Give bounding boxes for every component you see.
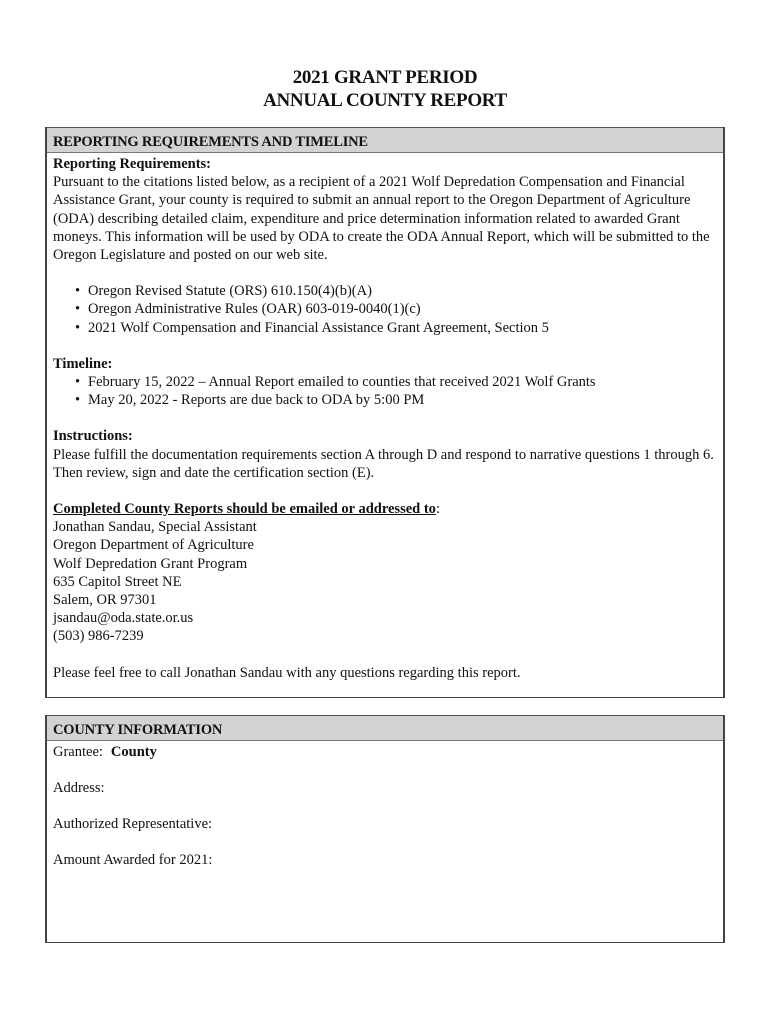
- reporting-requirements-section: [45, 127, 725, 698]
- county-section-body: [47, 741, 723, 887]
- citation-item: • Oregon Administrative Rules (OAR) 603-019-0040(1)(c): [75, 300, 717, 318]
- requirements-heading: Reporting Requirements:: [53, 156, 212, 172]
- citation-item: • 2021 Wolf Compensation and Financial Assistance Grant Agreement, Section 5: [75, 319, 717, 337]
- representative-row: [53, 815, 717, 851]
- timeline-item: • May 20, 2022 - Reports are due back to ODA by 5:00 PM: [75, 391, 717, 409]
- requirements-text: Pursuant to the citations listed below, as a recipient of a 2021 Wolf Depredation Compensation and Financial Assistance Grant, your county is required to submit an annual report to the Oregon Department of Agriculture (ODA) describing detailed claim, expenditure and price determination information related to awarded Grant moneys. This information will be used by ODA to create the ODA Annual Report, which will be submitted to the Oregon Legislature and posted on our web site.: [53, 174, 710, 264]
- reporting-section-body: [47, 153, 723, 682]
- timeline-heading: Timeline:: [53, 355, 113, 372]
- reporting-section-header: REPORTING REQUIREMENTS AND TIMELINE: [47, 127, 723, 153]
- contact-street: 635 Capitol Street NE: [53, 573, 182, 590]
- county-section-header: COUNTY INFORMATION: [47, 715, 723, 741]
- document-title: [0, 66, 770, 112]
- contact-heading-colon: :: [435, 501, 440, 518]
- timeline-item: • February 15, 2022 – Annual Report emailed to counties that received 2021 Wolf Grants: [75, 373, 717, 391]
- grantee-value[interactable]: County: [110, 744, 157, 760]
- representative-label: Authorized Representative:: [53, 816, 213, 832]
- contact-department: Oregon Department of Agriculture: [53, 537, 254, 554]
- instructions-text: Please fulfill the documentation requirements section A through D and respond to narrative questions 1 through 6. Then review, sign and date the certification section (E).: [53, 446, 714, 481]
- grantee-label: Grantee:: [53, 744, 103, 760]
- citations-list: [53, 282, 717, 337]
- address-row: [53, 779, 717, 815]
- title-line-1: 2021 GRANT PERIOD: [292, 67, 478, 88]
- amount-label: Amount Awarded for 2021:: [53, 852, 213, 868]
- citation-item: • Oregon Revised Statute (ORS) 610.150(4)(b)(A): [75, 282, 717, 300]
- county-information-section: [45, 715, 725, 943]
- contact-heading: Completed County Reports should be emailed or addressed to: [53, 501, 436, 518]
- contact-name: Jonathan Sandau, Special Assistant: [53, 519, 257, 536]
- instructions-heading: Instructions:: [53, 428, 133, 445]
- address-label: Address:: [53, 780, 105, 796]
- title-line-2: ANNUAL COUNTY REPORT: [263, 90, 507, 111]
- contact-email: jsandau@oda.state.or.us: [53, 610, 194, 627]
- contact-city: Salem, OR 97301: [53, 592, 157, 609]
- contact-heading-line: [53, 500, 717, 518]
- amount-row: [53, 851, 717, 887]
- contact-phone: (503) 986-7239: [53, 628, 144, 645]
- grantee-row: [53, 743, 717, 779]
- timeline-list: [53, 373, 717, 409]
- contact-program: Wolf Depredation Grant Program: [53, 555, 248, 572]
- closing-text: Please feel free to call Jonathan Sandau with any questions regarding this report.: [53, 664, 521, 681]
